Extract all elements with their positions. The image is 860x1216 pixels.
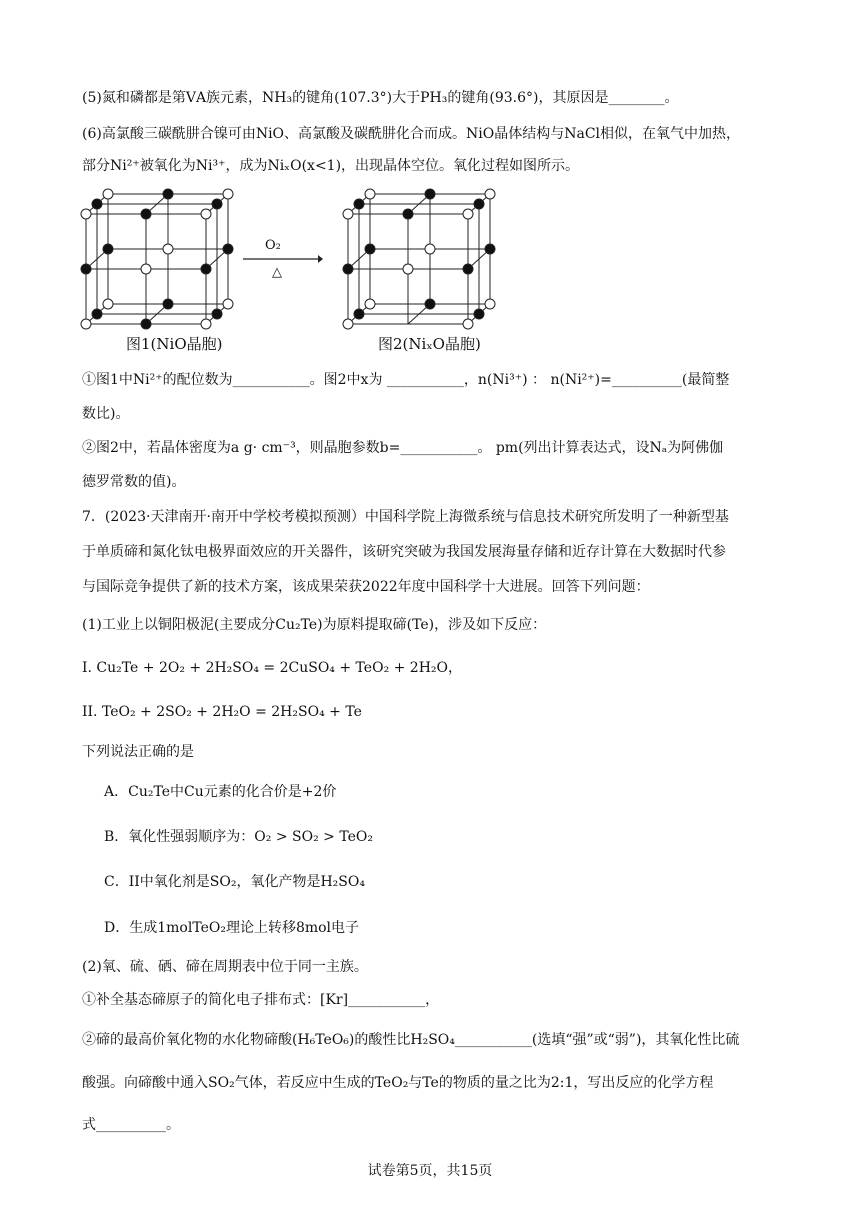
- q6-part2-line1: ②图2中，若晶体密度为a g· cm⁻³，则晶胞参数b=___________。 pm(列出计算表达式，设Nₐ为阿佛伽: [82, 440, 724, 456]
- q6-part1-line1: ①图1中Ni²⁺的配位数为___________。图2中x为 ___________，n(Ni³⁺) ： n(Ni²⁺)=__________(最简整: [82, 372, 730, 388]
- q6-part2-line2: 德罗常数的值)。: [82, 474, 186, 490]
- page-footer: 试卷第5页，共15页: [367, 1163, 493, 1179]
- option-b: B．氧化性强弱顺序为：O₂ > SO₂ > TeO₂: [104, 829, 373, 845]
- q5-text: (5)氮和磷都是第ⅤA族元素，NH₃的键角(107.3°)大于PH₃的键角(93.6°)，其原因是________。: [82, 90, 679, 106]
- option-d: D．生成1molTeO₂理论上转移8mol电子: [104, 920, 360, 936]
- option-a: A．Cu₂Te中Cu元素的化合价是+2价: [104, 784, 337, 800]
- q7-part1: (1)工业上以铜阳极泥(主要成分Cu₂Te)为原料提取碲(Te)，涉及如下反应：: [82, 617, 547, 633]
- figure2-caption: 图2(NiₓO晶胞): [378, 335, 481, 353]
- q7-part2: (2)氧、硫、硒、碲在周期表中位于同一主族。: [82, 959, 368, 975]
- q7-line1: 7．(2023·天津南开·南开中学校考模拟预测）中国科学院上海微系统与信息技术研究所发明了一种新型基: [82, 509, 729, 525]
- option-c: C．II中氧化剂是SO₂，氧化产物是H₂SO₄: [104, 874, 365, 890]
- q7-part2-item2-line1: ②碲的最高价氧化物的水化物碲酸(H₆TeO₆)的酸性比H₂SO₄___________(选填“强”或“弱”)，其氧化性比硫: [82, 1032, 740, 1048]
- q7-line2: 于单质碲和氮化钛电极界面效应的开关器件，该研究突破为我国发展海量存储和近存计算在大数据时代参: [82, 544, 726, 560]
- q7-part2-item1: ①补全基态碲原子的简化电子排布式：[Kr]___________，: [82, 992, 440, 1008]
- reaction-2: II. TeO₂ + 2SO₂ + 2H₂O = 2H₂SO₄ + Te: [82, 704, 362, 720]
- figure1-caption: 图1(NiO晶胞): [126, 335, 223, 353]
- q6-part1-line2: 数比)。: [82, 406, 130, 422]
- q7-part1-question: 下列说法正确的是: [82, 744, 194, 760]
- q6-line1: (6)高氯酸三碳酰肼合镍可由NiO、高氯酸及碳酰肼化合而成。NiO晶体结构与NaCl相似，在氧气中加热，: [82, 126, 741, 142]
- reaction-1: I. Cu₂Te + 2O₂ + 2H₂SO₄ = 2CuSO₄ + TeO₂ + 2H₂O，: [82, 660, 463, 676]
- nixo-unit-cell-figure: [340, 186, 500, 331]
- nio-unit-cell-figure: [78, 186, 238, 331]
- q6-line2: 部分Ni²⁺被氧化为Ni³⁺，成为NiₓO(x<1)，出现晶体空位。氧化过程如图所示。: [82, 158, 580, 174]
- q7-part2-item2-line3: 式__________。: [82, 1117, 180, 1133]
- arrow-top-label: O₂: [265, 238, 281, 253]
- q7-line3: 与国际竞争提供了新的技术方案，该成果荣获2022年度中国科学十大进展。回答下列问题：: [82, 579, 650, 595]
- arrow-bottom-label: △: [272, 265, 282, 280]
- reaction-arrow: [243, 252, 323, 266]
- q7-part2-item2-line2: 酸强。向碲酸中通入SO₂气体，若反应中生成的TeO₂与Te的物质的量之比为2:1，写出反应的化学方程: [82, 1075, 714, 1091]
